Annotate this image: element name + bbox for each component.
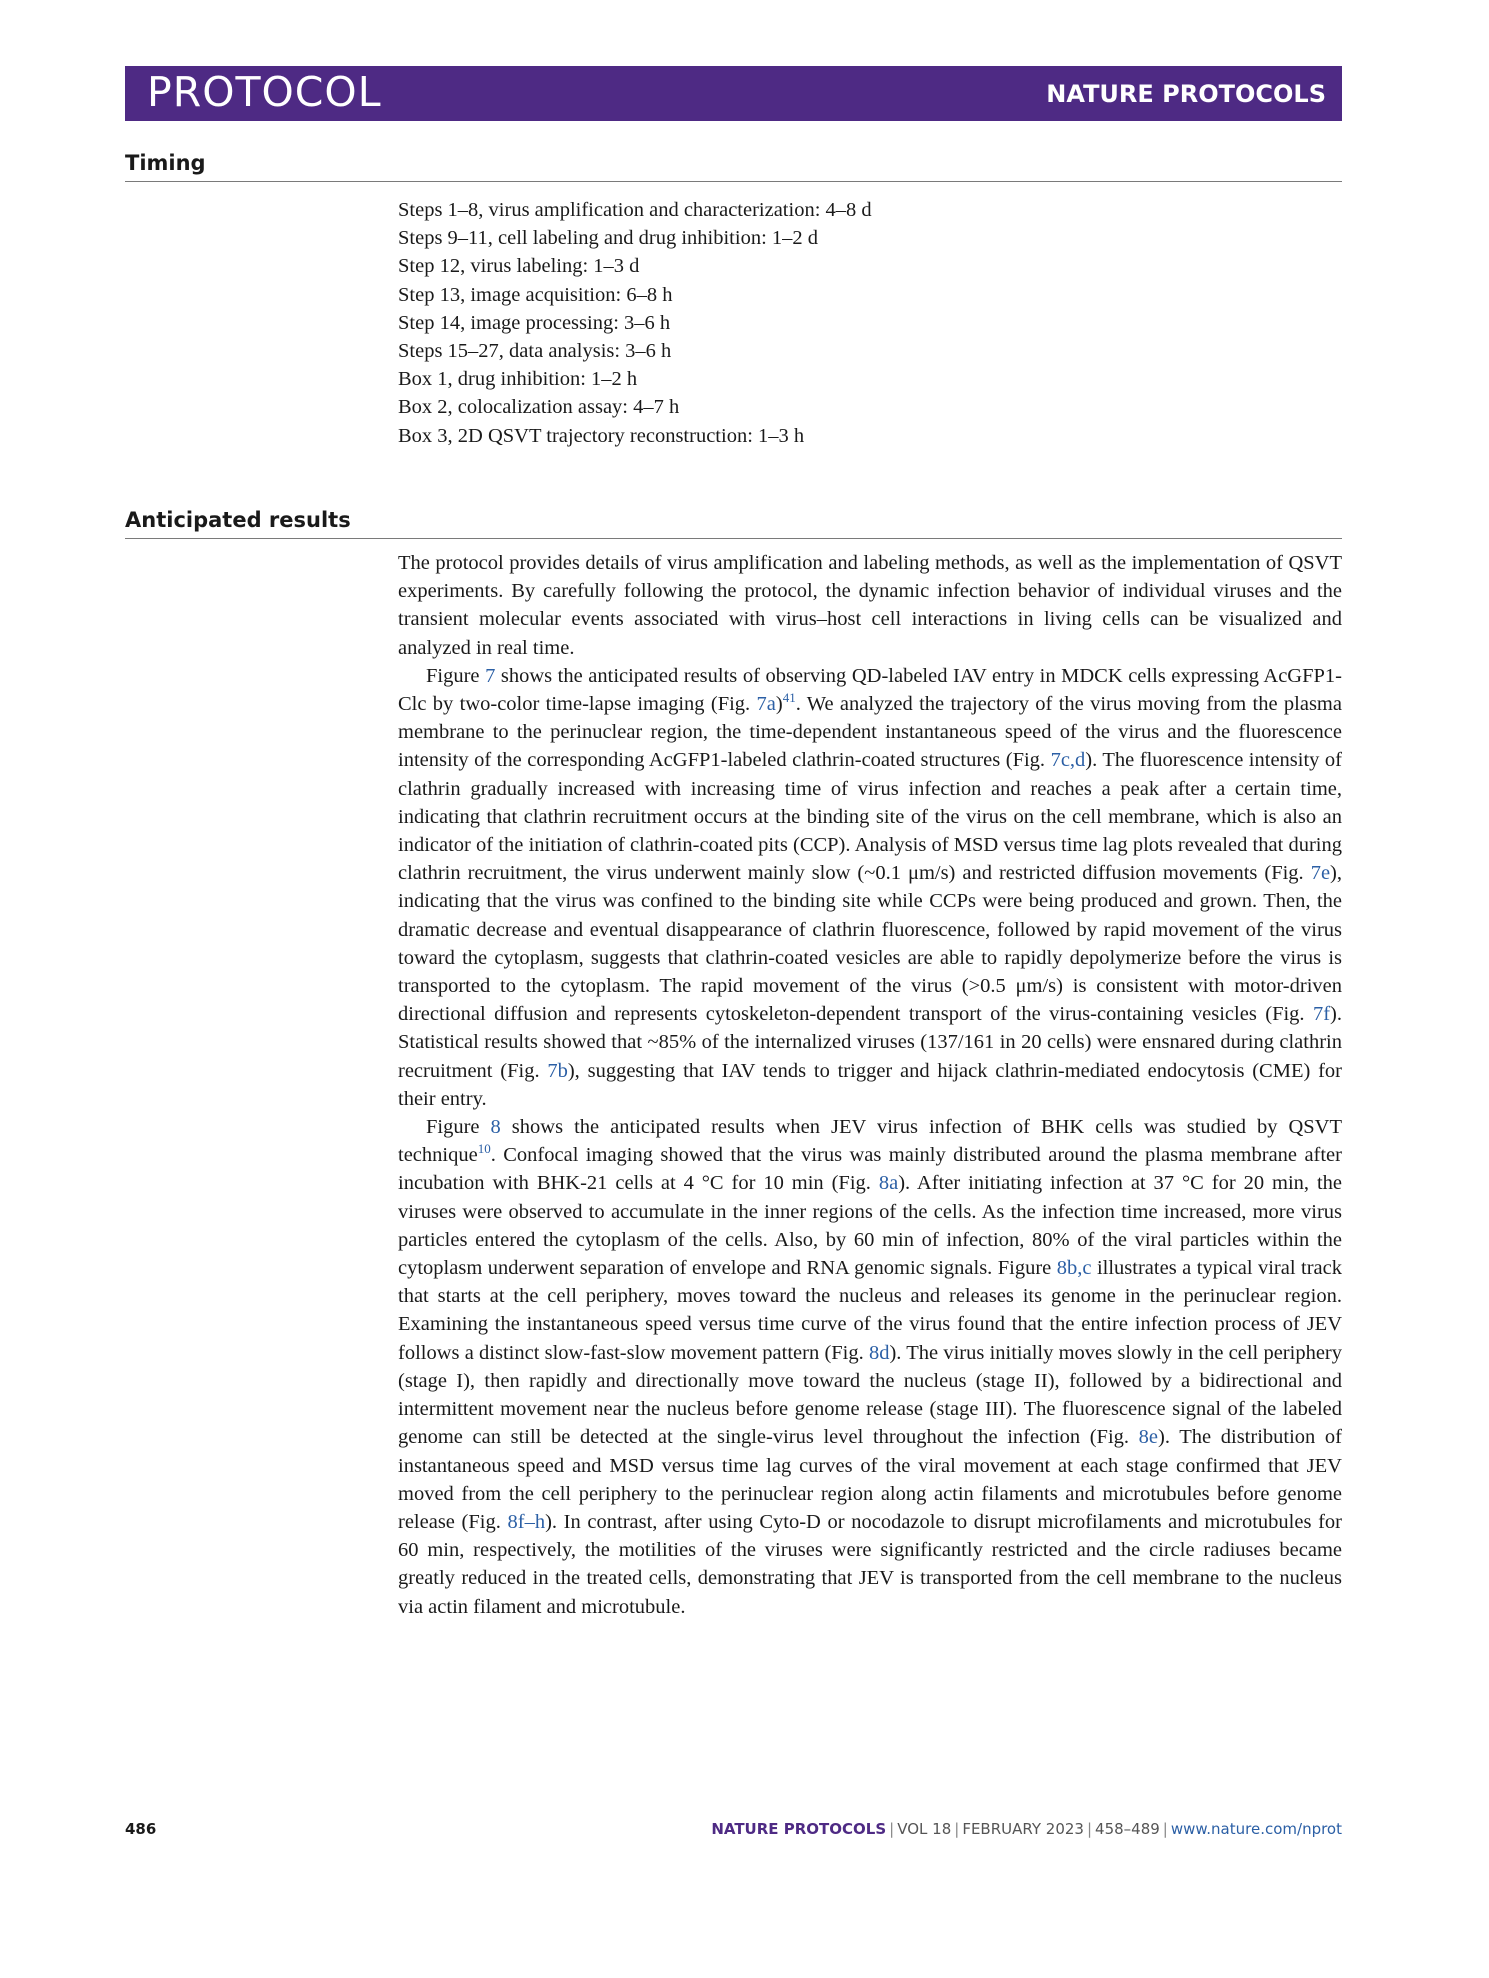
figure-8a-link[interactable]: 8a xyxy=(878,1172,899,1195)
text-run: ). The distribution of instantaneous speed and MSD versus time lag curves of the viral movement at each stage confirmed that JEV moved from the cell periphery to the perinuclear region along actin filaments and microtubules before genome release (Fig. xyxy=(398,1426,1343,1533)
header-banner xyxy=(125,66,1342,121)
footer-volume: VOL 18 xyxy=(897,1820,952,1838)
timing-heading: Timing xyxy=(125,151,1342,182)
timing-list xyxy=(398,196,1342,450)
text-run: shows the anticipated results of observing QD-labeled IAV entry in MDCK cells expressing AcGFP1-Clc by two-color time-lapse imaging (Fig. xyxy=(398,664,1342,716)
timing-item: Box 3, 2D QSVT trajectory reconstruction: 1–3 h xyxy=(398,424,805,447)
text-run: ). In contrast, after using Cyto-D or nocodazole to disrupt microfilaments and microtubules for 60 min, respectively, the motilities of the viruses were significantly restricted and the circle radiuses became greatly reduced in the treated cells, demonstrating that JEV is transported from the cell membrane to the nucleus via actin filament and microtubule. xyxy=(398,1510,1342,1618)
timing-item: Steps 1–8, virus amplification and characterization: 4–8 d xyxy=(398,199,872,221)
timing-item: Step 12, virus labeling: 1–3 d xyxy=(398,255,640,278)
text-run: ) xyxy=(775,693,783,716)
text-run: ), suggesting that IAV tends to trigger and hijack clathrin-mediated endocytosis (CME) for their entry. xyxy=(398,1059,1342,1110)
timing-item: Box 1, drug inhibition: 1–2 h xyxy=(398,368,638,391)
footer-url-link[interactable]: www.nature.com/nprot xyxy=(1170,1820,1342,1838)
text-run: ). The virus initially moves slowly in the cell periphery (stage I), then rapidly and directionally move toward the nucleus (stage II), followed by a bidirectional and intermittent movement near the nucleus before genome release (stage III). The fluorescence signal of the labeled genome can still be detected at the single-virus level throughout the infection (Fig. xyxy=(398,1341,1343,1449)
text-run: . Confocal imaging showed that the virus was mainly distributed around the plasma membrane after incubation with BHK-21 cells at 4 °C for 10 min (Fig. xyxy=(398,1144,1342,1195)
text-run: ). The fluorescence intensity of clathrin gradually increased with increasing time of virus infection and reaches a peak after a certain time, indicating that clathrin recruitment occurs at the binding site of the virus on the cell membrane, which is also an indicator of the initiation of clathrin-coated pits (CCP). Analysis of MSD versus time lag plots revealed that during clathrin recruitment, the virus underwent mainly slow (~0.1 μm/s) and restricted diffusion movements (Fig. xyxy=(398,749,1342,885)
article-type-label: PROTOCOL xyxy=(147,68,382,116)
figure-8d-link[interactable]: 8d xyxy=(868,1341,890,1364)
results-body xyxy=(398,549,1342,1621)
figure-7f-link[interactable]: 7f xyxy=(1312,1003,1331,1026)
paragraph-3 xyxy=(398,1113,1342,1621)
figure-7b-link[interactable]: 7b xyxy=(547,1059,568,1082)
text-run: illustrates a typical viral track that starts at the cell periphery, moves toward the nucleus and releases its genome in the perinuclear region. Examining the instantaneous speed versus time curve of the virus found that the entire infection process of JEV follows a distinct slow-fast-slow movement pattern (Fig. xyxy=(398,1257,1342,1364)
text-run: ), indicating that the virus was confined to the binding site while CCPs were being produced and grown. Then, the dramatic decrease and eventual disappearance of clathrin fluorescence, followed by rapid movement of the virus toward the cytoplasm, suggests that clathrin-coated vesicles are able to rapidly depolymerize before the virus is transported to the cytoplasm. The rapid movement of the virus (>0.5 μm/s) is consistent with motor-driven directional diffusion and represents cytoskeleton-dependent transport of the virus-containing vesicles (Fig. xyxy=(398,862,1342,1026)
text-run: ). After initiating infection at 37 °C for 20 min, the viruses were observed to accumulate in the inner regions of the cells. As the infection time increased, more virus particles entered the cytoplasm of the cells. Also, by 60 min of infection, 80% of the viral particles within the cytoplasm underwent separation of envelope and RNA genomic signals. Figure xyxy=(398,1172,1342,1280)
footer-separator: | xyxy=(889,1820,895,1838)
figure-8e-link[interactable]: 8e xyxy=(1138,1426,1159,1449)
footer-pages: 458–489 xyxy=(1095,1820,1160,1838)
journal-name: NATURE PROTOCOLS xyxy=(1046,80,1326,108)
page-number: 486 xyxy=(125,1820,157,1838)
text-run: . We analyzed the trajectory of the virus moving from the plasma membrane to the perinuclear region, the time-dependent instantaneous speed of the virus and the fluorescence intensity of the corresponding AcGFP1-labeled clathrin-coated structures (Fig. xyxy=(398,693,1342,772)
text-run: Figure xyxy=(426,1116,491,1139)
footer-separator: | xyxy=(1086,1820,1093,1838)
figure-7cd-link[interactable]: 7c,d xyxy=(1050,749,1086,772)
timing-item: Box 2, colocalization assay: 4–7 h xyxy=(398,396,680,419)
footer-separator: | xyxy=(1162,1820,1168,1838)
footer-date: FEBRUARY 2023 xyxy=(962,1820,1084,1838)
footer-separator: | xyxy=(954,1820,960,1838)
figure-8fh-link[interactable]: 8f–h xyxy=(507,1510,546,1533)
footer-journal: NATURE PROTOCOLS xyxy=(711,1820,887,1838)
paragraph-1: The protocol provides details of virus amplification and labeling methods, as well as the implementation of QSVT experiments. By carefully following the protocol, the dynamic infection behavior of individual viruses and the transient molecular events associated with virus–host cell interactions in living cells can be visualized and analyzed in real time. xyxy=(398,552,1342,659)
timing-item: Step 14, image processing: 3–6 h xyxy=(398,311,671,334)
timing-item: Steps 9–11, cell labeling and drug inhibition: 1–2 d xyxy=(398,227,819,250)
figure-8-link[interactable]: 8 xyxy=(490,1116,501,1139)
text-run: shows the anticipated results when JEV virus infection of BHK cells was studied by QSVT technique xyxy=(398,1116,1342,1167)
figure-7a-link[interactable]: 7a xyxy=(756,693,776,716)
text-run: Figure xyxy=(426,664,486,687)
citation-10-link[interactable]: 10 xyxy=(477,1141,491,1157)
figure-7-link[interactable]: 7 xyxy=(485,664,496,687)
text-run: ). Statistical results showed that ~85% of the internalized viruses (137/161 in 20 cells) were ensnared during clathrin recruitment (Fig. xyxy=(398,1003,1342,1082)
timing-item: Step 13, image acquisition: 6–8 h xyxy=(398,283,673,306)
figure-8bc-link[interactable]: 8b,c xyxy=(1056,1257,1092,1280)
paragraph-2 xyxy=(398,662,1342,1113)
footer-citation xyxy=(711,1820,1342,1838)
timing-item: Steps 15–27, data analysis: 3–6 h xyxy=(398,340,672,363)
figure-7e-link[interactable]: 7e xyxy=(1310,862,1331,885)
citation-41-link[interactable]: 41 xyxy=(782,690,796,706)
anticipated-results-heading: Anticipated results xyxy=(125,508,1342,539)
